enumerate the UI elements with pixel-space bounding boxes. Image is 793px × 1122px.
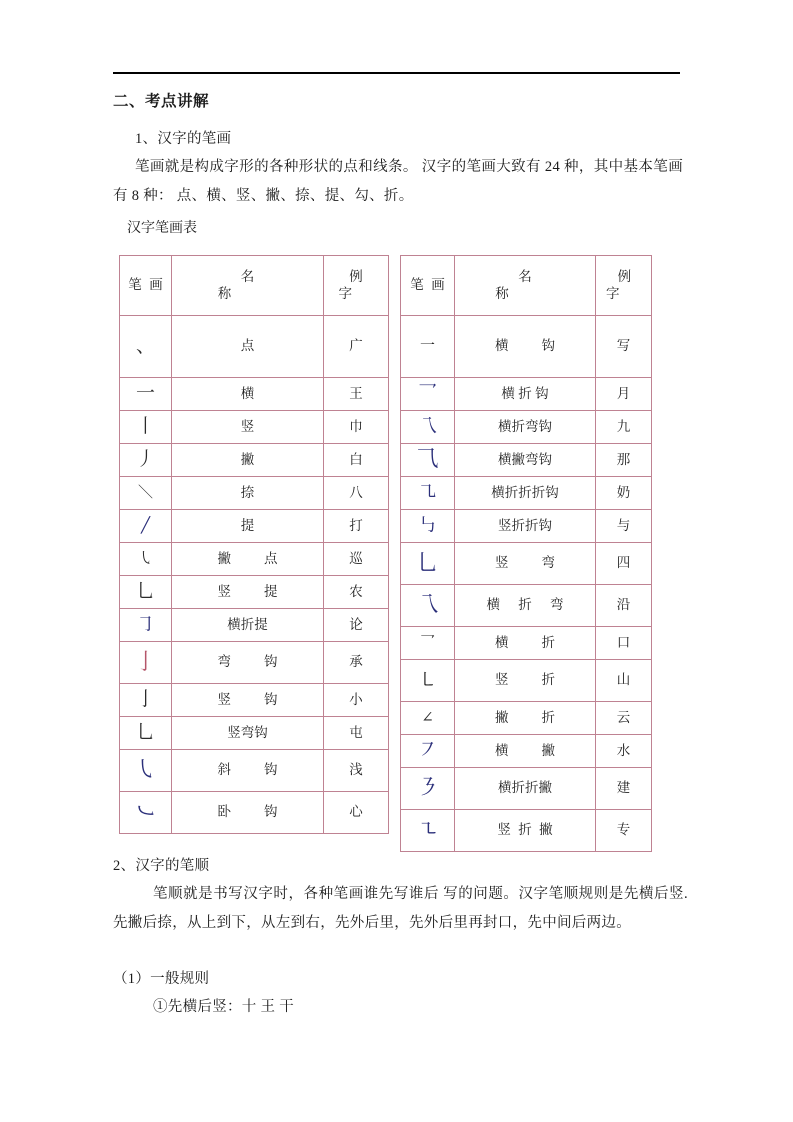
stroke-mark: 乁 <box>401 411 455 444</box>
stroke-name: 横 折 弯 <box>455 585 596 627</box>
stroke-name: 竖 提 <box>172 576 324 609</box>
stroke-example: 农 <box>324 576 389 609</box>
stroke-example: 小 <box>324 684 389 717</box>
stroke-mark: 亅 <box>120 642 172 684</box>
stroke-name: 卧 钩 <box>172 792 324 834</box>
table-row <box>120 750 389 792</box>
table-header-row <box>401 256 652 316</box>
table-row <box>401 810 652 852</box>
stroke-example: 八 <box>324 477 389 510</box>
table-row <box>401 660 652 702</box>
stroke-mark: 乛 <box>401 627 455 660</box>
stroke-example: 水 <box>596 735 652 768</box>
table-row <box>120 792 389 834</box>
stroke-example: 屯 <box>324 717 389 750</box>
stroke-example: 巡 <box>324 543 389 576</box>
stroke-mark: ㇇ <box>401 735 455 768</box>
stroke-example: 专 <box>596 810 652 852</box>
stroke-name: 捺 <box>172 477 324 510</box>
table-row <box>401 378 652 411</box>
stroke-mark: ㇂ <box>120 750 172 792</box>
header-example: 例字 <box>324 256 389 316</box>
stroke-mark: ㇄ <box>401 660 455 702</box>
sub-heading-2: 2、汉字的笔顺 <box>113 858 210 874</box>
table-row <box>401 316 652 378</box>
paragraph-2: 笔顺就是书写汉字时，各种笔画谁先写谁后 写的问题。汉字笔顺规则是先横后竖.先撇后捺，从上到下，从左到右，先外后里，先外后里再封口，先中间后两边。 <box>113 886 688 931</box>
table-row <box>120 444 389 477</box>
table-row <box>401 477 652 510</box>
stroke-example: 与 <box>596 510 652 543</box>
table-row <box>120 576 389 609</box>
stroke-name: 横折弯钩 <box>455 411 596 444</box>
stroke-example: 口 <box>596 627 652 660</box>
table-row <box>401 543 652 585</box>
table-row <box>120 477 389 510</box>
stroke-table-right <box>400 255 652 852</box>
header-rule <box>113 72 680 74</box>
stroke-example: 王 <box>324 378 389 411</box>
stroke-mark: 乁 <box>401 585 455 627</box>
header-stroke: 笔画 <box>120 256 172 316</box>
stroke-table-left-body <box>120 256 389 834</box>
stroke-name: 提 <box>172 510 324 543</box>
header-name: 名称 <box>455 256 596 316</box>
stroke-name: 横折折折钩 <box>455 477 596 510</box>
spacer <box>113 937 688 965</box>
stroke-example: 心 <box>324 792 389 834</box>
stroke-name: 撇 点 <box>172 543 324 576</box>
stroke-mark: 乚 <box>120 576 172 609</box>
table-row <box>401 585 652 627</box>
section-heading: 二、考点讲解 <box>113 93 210 110</box>
stroke-mark: ＼ <box>120 477 172 510</box>
stroke-example: 论 <box>324 609 389 642</box>
stroke-name: 横 折 钩 <box>455 378 596 411</box>
stroke-table-right-body <box>401 256 652 852</box>
header-example: 例字 <box>596 256 652 316</box>
stroke-mark: 乛 <box>401 378 455 411</box>
stroke-mark: ㇉ <box>401 510 455 543</box>
table-row <box>120 642 389 684</box>
table-caption: 汉字笔画表 <box>127 220 197 236</box>
stroke-example: 沿 <box>596 585 652 627</box>
stroke-name: 竖 钩 <box>172 684 324 717</box>
stroke-example: 广 <box>324 316 389 378</box>
stroke-example: 九 <box>596 411 652 444</box>
stroke-name: 横折提 <box>172 609 324 642</box>
stroke-example: 云 <box>596 702 652 735</box>
stroke-mark: ㇍ <box>401 810 455 852</box>
stroke-tables <box>119 255 651 845</box>
table-header-row <box>120 256 389 316</box>
stroke-name: 横 钩 <box>455 316 596 378</box>
table-row <box>401 444 652 477</box>
stroke-mark: 乚 <box>120 717 172 750</box>
stroke-example: 承 <box>324 642 389 684</box>
stroke-name: 斜 钩 <box>172 750 324 792</box>
stroke-mark: 乚 <box>401 543 455 585</box>
table-row <box>120 510 389 543</box>
stroke-mark: ㇂ <box>120 543 172 576</box>
stroke-example: 月 <box>596 378 652 411</box>
sub-heading-3: （1）一般规则 <box>113 970 210 987</box>
table-row <box>120 411 389 444</box>
stroke-name: 横撇弯钩 <box>455 444 596 477</box>
stroke-mark: ㇆ <box>120 609 172 642</box>
stroke-mark: 一 <box>120 378 172 411</box>
stroke-name: 竖折撇 <box>455 810 596 852</box>
stroke-name: 横折折撇 <box>455 768 596 810</box>
stroke-name: 弯 钩 <box>172 642 324 684</box>
stroke-example: 四 <box>596 543 652 585</box>
stroke-name: 横 折 <box>455 627 596 660</box>
stroke-example: 写 <box>596 316 652 378</box>
table-row <box>401 627 652 660</box>
stroke-mark: 亅 <box>120 684 172 717</box>
stroke-name: 竖 折 <box>455 660 596 702</box>
stroke-name: 竖 弯 <box>455 543 596 585</box>
stroke-table-left <box>119 255 389 834</box>
stroke-mark: ㇃ <box>120 792 172 834</box>
stroke-name: 撇 折 <box>455 702 596 735</box>
stroke-example: 打 <box>324 510 389 543</box>
stroke-mark: ⺄ <box>401 444 455 477</box>
stroke-mark: ∠ <box>401 702 455 735</box>
stroke-example: 巾 <box>324 411 389 444</box>
table-row <box>120 717 389 750</box>
header-name: 名称 <box>172 256 324 316</box>
stroke-name: 撇 <box>172 444 324 477</box>
stroke-example: 白 <box>324 444 389 477</box>
table-row <box>401 702 652 735</box>
document-content <box>113 92 683 245</box>
table-row <box>401 768 652 810</box>
stroke-example: 山 <box>596 660 652 702</box>
stroke-example: 建 <box>596 768 652 810</box>
stroke-name: 竖折折钩 <box>455 510 596 543</box>
table-row <box>120 378 389 411</box>
stroke-mark: 丿 <box>120 444 172 477</box>
table-row <box>401 735 652 768</box>
table-row <box>401 510 652 543</box>
stroke-mark: ㇈ <box>401 477 455 510</box>
stroke-name: 竖 <box>172 411 324 444</box>
stroke-mark: ╱ <box>120 510 172 543</box>
table-row <box>120 316 389 378</box>
stroke-name: 竖弯钩 <box>172 717 324 750</box>
stroke-name: 横 撇 <box>455 735 596 768</box>
stroke-name: 横 <box>172 378 324 411</box>
stroke-mark: 、 <box>120 316 172 378</box>
stroke-mark: 一 <box>401 316 455 378</box>
stroke-mark: ㇋ <box>401 768 455 810</box>
stroke-mark: 丨 <box>120 411 172 444</box>
stroke-name: 点 <box>172 316 324 378</box>
header-stroke: 笔画 <box>401 256 455 316</box>
document-bottom <box>113 852 688 1021</box>
table-row <box>120 609 389 642</box>
table-row <box>401 411 652 444</box>
stroke-example: 那 <box>596 444 652 477</box>
sub-heading-1: 1、汉字的笔画 <box>135 131 232 148</box>
table-row <box>120 684 389 717</box>
paragraph-1: 笔画就是构成字形的各种形状的点和线条。 汉字的笔画大致有 24 种，其中基本笔画有 8 种： 点、横、竖、撇、捺、提、勾、折。 <box>113 159 683 204</box>
stroke-example: 浅 <box>324 750 389 792</box>
table-row <box>120 543 389 576</box>
stroke-example: 奶 <box>596 477 652 510</box>
rule-item-1: ①先横后竖：十 王 干 <box>153 999 295 1016</box>
